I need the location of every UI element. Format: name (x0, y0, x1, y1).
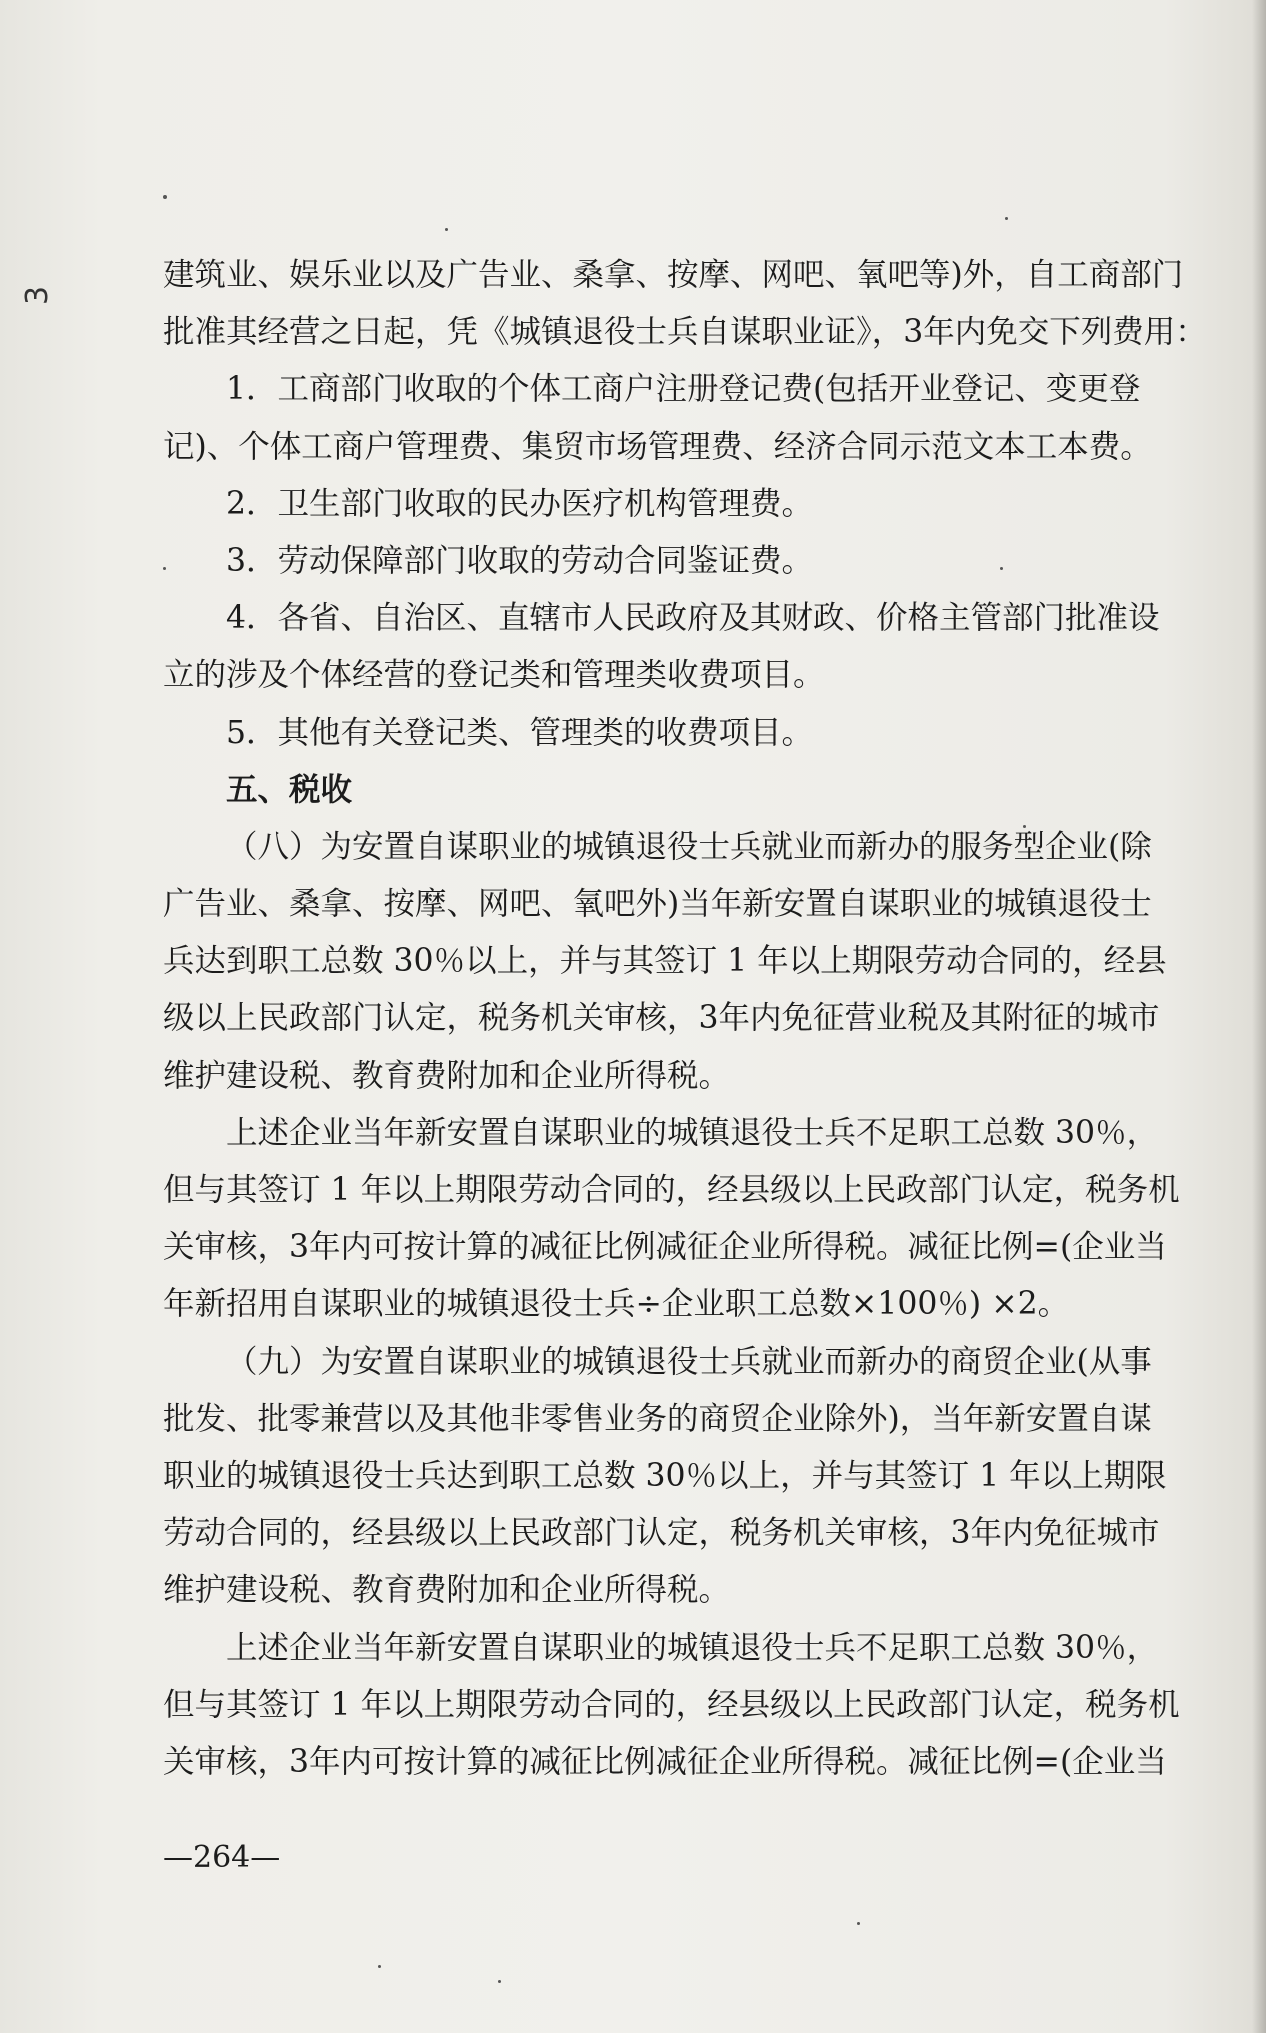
text-line: （九）为安置自谋职业的城镇退役士兵就业而新办的商贸企业(从事 (226, 1343, 1152, 1380)
text-line: 4．各省、自治区、直辖市人民政府及其财政、价格主管部门批准设 (226, 600, 1160, 637)
scan-speck (1000, 567, 1003, 570)
text-line: 批发、批零兼营以及其他非零售业务的商贸企业除外)，当年新安置自谋 (163, 1400, 1152, 1437)
text-line: 1．工商部门收取的个体工商户注册登记费(包括开业登记、变更登 (226, 371, 1141, 408)
text-line: 建筑业、娱乐业以及广告业、桑拿、按摩、网吧、氧吧等)外，自工商部门 (163, 257, 1184, 293)
text-line: 关审核，3年内可按计算的减征比例减征企业所得税。减征比例=(企业当 (163, 1743, 1167, 1780)
text-line: 兵达到职工总数 30％以上，并与其签订 1 年以上期限劳动合同的，经县 (163, 943, 1167, 980)
page-edge-shadow (1252, 0, 1266, 2033)
text-line: 立的涉及个体经营的登记类和管理类收费项目。 (163, 657, 825, 694)
text-line: 上述企业当年新安置自谋职业的城镇退役士兵不足职工总数 30％， (226, 1114, 1159, 1151)
text-line: 关审核，3年内可按计算的减征比例减征企业所得税。减征比例=(企业当 (163, 1229, 1167, 1266)
text-line: 批准其经营之日起，凭《城镇退役士兵自谋职业证》，3年内免交下列费用： (163, 314, 1207, 351)
text-line: 2．卫生部门收取的民办医疗机构管理费。 (226, 485, 814, 522)
text-line: 但与其签订 1 年以上期限劳动合同的，经县级以上民政部门认定，税务机 (163, 1172, 1180, 1208)
section-heading: 五、税收 (226, 771, 353, 808)
text-line: 广告业、桑拿、按摩、网吧、氧吧外)当年新安置自谋职业的城镇退役士 (163, 886, 1152, 923)
text-line: 年新招用自谋职业的城镇退役士兵÷企业职工总数×100％) ×2。 (163, 1286, 1070, 1323)
scan-speck (163, 195, 167, 199)
scan-speck (1005, 217, 1008, 220)
text-line: 3．劳动保障部门收取的劳动合同鉴证费。 (226, 542, 814, 579)
scan-speck (857, 1922, 860, 1925)
scan-speck (1023, 825, 1026, 828)
text-line: 5．其他有关登记类、管理类的收费项目。 (226, 714, 814, 751)
scan-speck (378, 1965, 381, 1968)
text-line: 职业的城镇退役士兵达到职工总数 30％以上，并与其签订 1 年以上期限 (163, 1457, 1167, 1494)
text-line: 维护建设税、教育费附加和企业所得税。 (163, 1572, 731, 1609)
handwritten-margin-mark: 3 (20, 285, 56, 306)
body-text (163, 247, 1207, 1791)
scan-speck (498, 1980, 501, 1983)
text-line: 劳动合同的，经县级以上民政部门认定，税务机关审核，3年内免征城市 (163, 1515, 1160, 1552)
text-line: （八）为安置自谋职业的城镇退役士兵就业而新办的服务型企业(除 (226, 828, 1152, 865)
text-line: 维护建设税、教育费附加和企业所得税。 (163, 1057, 731, 1094)
text-line: 但与其签订 1 年以上期限劳动合同的，经县级以上民政部门认定，税务机 (163, 1686, 1180, 1723)
scan-speck (163, 567, 166, 570)
text-line: 级以上民政部门认定，税务机关审核，3年内免征营业税及其附征的城市 (163, 1000, 1160, 1037)
page-number: —264— (163, 1840, 281, 1875)
scan-speck (445, 228, 448, 231)
text-line: 记)、个体工商户管理费、集贸市场管理费、经济合同示范文本工本费。 (163, 428, 1152, 465)
text-line: 上述企业当年新安置自谋职业的城镇退役士兵不足职工总数 30％， (226, 1629, 1159, 1666)
